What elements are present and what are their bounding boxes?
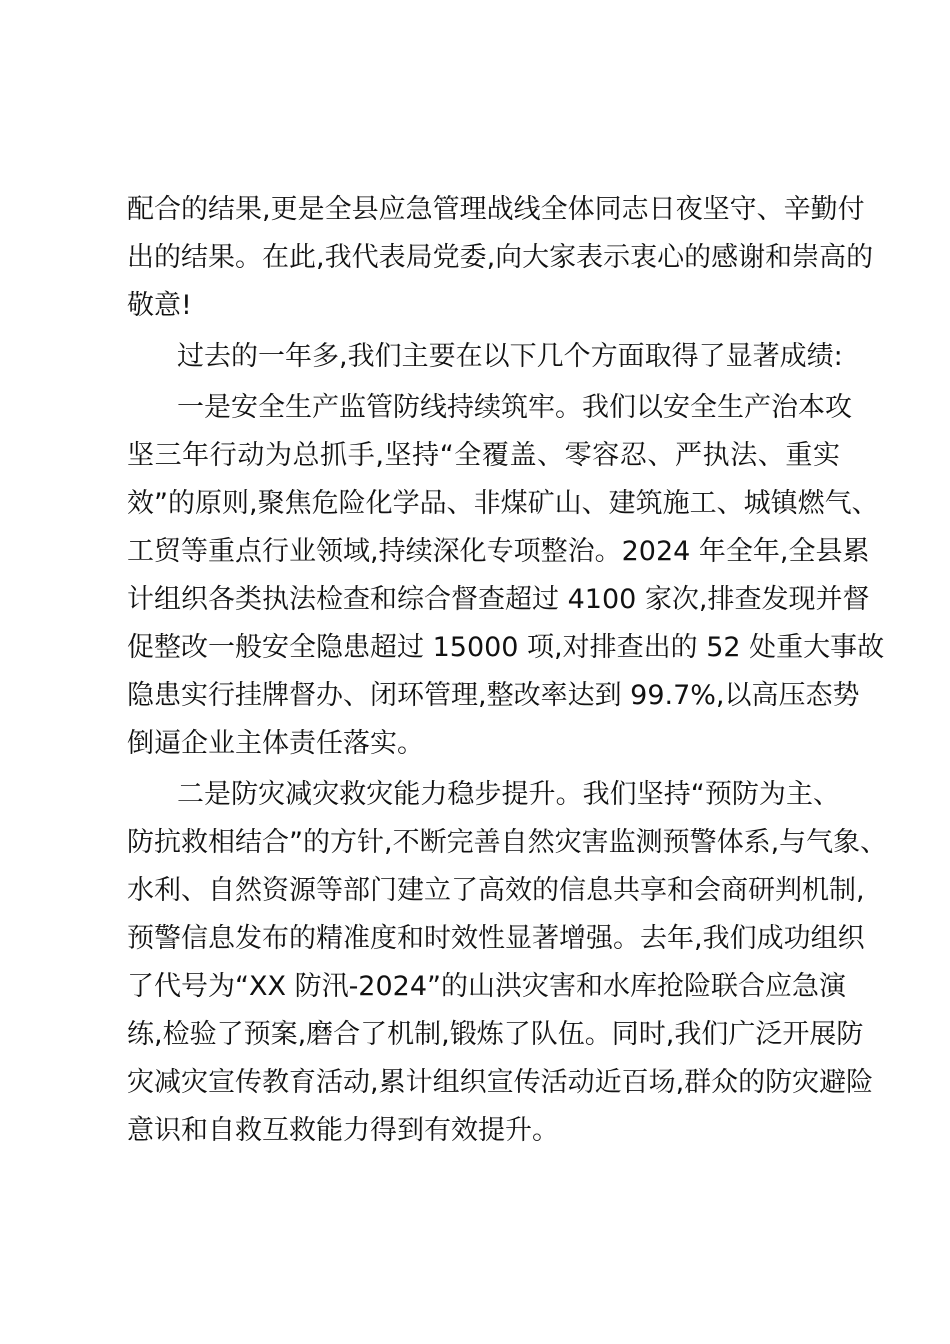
text-line: 促整改一般安全隐患超过 15000 项,对排查出的 52 处重大事故 <box>127 632 885 663</box>
text-line: 意识和自救互救能力得到有效提升。 <box>127 1115 559 1146</box>
paragraph-safety-production <box>127 384 885 768</box>
text-line: 预警信息发布的精准度和时效性显著增强。去年,我们成功组织 <box>127 923 865 954</box>
text-line: 坚三年行动为总抓手,坚持“全覆盖、零容忍、严执法、重实 <box>127 440 840 471</box>
paragraph-acknowledgement <box>127 186 874 330</box>
paragraph-disaster-prevention <box>127 771 888 1155</box>
text-line: 隐患实行挂牌督办、闭环管理,整改率达到 99.7%,以高压态势 <box>127 680 860 711</box>
text-line: 灾减灾宣传教育活动,累计组织宣传活动近百场,群众的防灾避险 <box>127 1067 874 1098</box>
paragraph-intro <box>127 333 843 381</box>
text-line: 配合的结果,更是全县应急管理战线全体同志日夜坚守、辛勤付 <box>127 194 865 225</box>
text-line: 水利、自然资源等部门建立了高效的信息共享和会商研判机制, <box>127 875 865 906</box>
document-page <box>127 186 888 1158</box>
text-line: 敬意! <box>127 290 192 321</box>
text-line: 出的结果。在此,我代表局党委,向大家表示衷心的感谢和崇高的 <box>127 242 874 273</box>
text-line: 效”的原则,聚焦危险化学品、非煤矿山、建筑施工、城镇燃气、 <box>127 488 879 519</box>
text-line: 计组织各类执法检查和综合督查超过 4100 家次,排查发现并督 <box>127 584 870 615</box>
text-line: 二是防灾减灾救灾能力稳步提升。我们坚持“预防为主、 <box>177 779 840 810</box>
text-line: 工贸等重点行业领域,持续深化专项整治。2024 年全年,全县累 <box>127 536 870 567</box>
text-line: 一是安全生产监管防线持续筑牢。我们以安全生产治本攻 <box>177 392 852 423</box>
text-line: 练,检验了预案,磨合了机制,锻炼了队伍。同时,我们广泛开展防 <box>127 1019 864 1050</box>
text-line: 了代号为“XX 防汛-2024”的山洪灾害和水库抢险联合应急演 <box>127 971 847 1002</box>
text-line: 倒逼企业主体责任落实。 <box>127 728 424 759</box>
text-line: 防抗救相结合”的方针,不断完善自然灾害监测预警体系,与气象、 <box>127 827 888 858</box>
text-line: 过去的一年多,我们主要在以下几个方面取得了显著成绩: <box>177 341 843 372</box>
